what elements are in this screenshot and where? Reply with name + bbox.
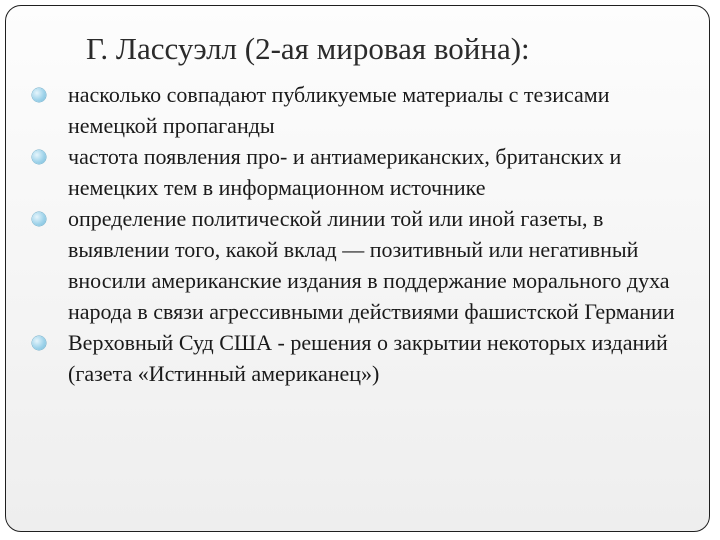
bullet-text: насколько совпадают публикуемые материалы с тезисами немецкой пропаганды xyxy=(68,82,610,138)
list-item xyxy=(28,79,698,141)
slide-frame xyxy=(5,5,710,532)
list-item xyxy=(28,141,698,203)
bullet-icon xyxy=(32,212,46,226)
bullet-list xyxy=(28,79,698,389)
bullet-icon xyxy=(32,88,46,102)
list-item xyxy=(28,203,698,327)
bullet-text: частота появления про- и антиамериканских, британских и немецких тем в информационном источнике xyxy=(68,144,622,200)
bullet-icon xyxy=(32,150,46,164)
slide-title: Г. Лассуэлл (2-ая мировая война): xyxy=(86,31,530,66)
bullet-text: Верховный Суд США - решения о закрытии некоторых изданий (газета «Истинный американец») xyxy=(68,330,668,386)
bullet-icon xyxy=(32,336,46,350)
list-item xyxy=(28,327,698,389)
bullet-text: определение политической линии той или иной газеты, в выявлении того, какой вклад — позитивный или негативный вносили американские издания в поддержание морального духа народа в связи агрессивными действиями фашистской Германии xyxy=(68,206,675,324)
